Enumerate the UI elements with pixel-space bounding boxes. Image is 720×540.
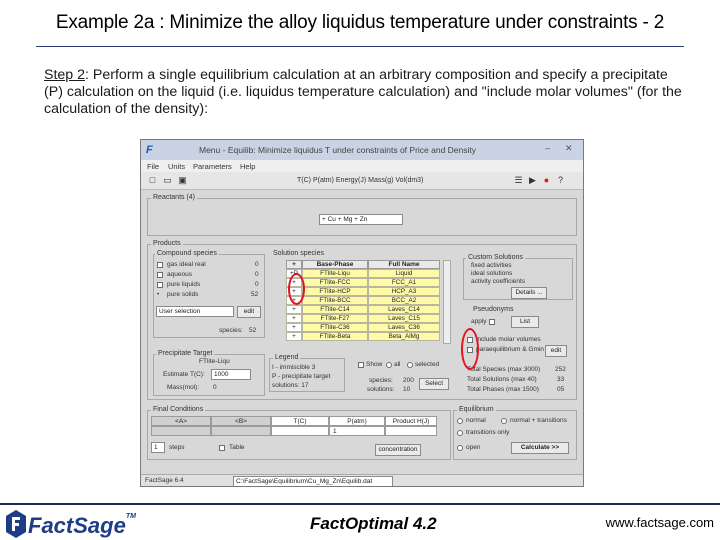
open-folder-icon[interactable]: ▭ [163,175,172,185]
equilibrium-label: Equilibrium [459,406,494,413]
solution-row[interactable] [286,323,466,332]
row-full: Laves_C36 [368,323,440,332]
show-all-radio[interactable] [386,362,392,368]
show-all-label: all [394,361,401,368]
menu-units[interactable]: Units [168,162,186,171]
logo-trademark: TM [125,513,136,520]
estimate-label: Estimate T(C): [163,371,205,378]
row-plus[interactable]: + [286,305,302,314]
row-base: FTlite-C14 [302,305,368,314]
include-molar-volumes-label: include molar volumes [476,336,541,343]
equilib-window [140,139,584,487]
reactants-label: Reactants (4) [153,194,196,201]
legend-solutions: solutions: 17 [272,382,309,389]
show-checkbox[interactable] [358,362,364,368]
products-label: Products [153,240,181,247]
reactants-expression[interactable]: + Cu + Mg + Zn [319,214,403,225]
toolbar [141,172,583,190]
pseudonyms-label: Pseudonyms [473,306,514,313]
row-plus[interactable]: + [286,332,302,341]
solution-table-header [286,260,466,269]
save-icon[interactable]: ▣ [178,175,187,185]
status-version: FactSage 6.4 [145,477,184,484]
show-label: Show [366,361,383,368]
legend-title: Legend [275,354,299,361]
units-readout: T(C) P(atm) Energy(J) Mass(g) Vol(dm3) [297,177,424,184]
logo-text [28,513,136,539]
solution-row[interactable] [286,305,466,314]
total-phases-label: Total Phases (max 1500) [467,386,539,393]
title-divider [36,46,684,47]
mass-value: 0 [213,384,217,391]
solution-row[interactable] [286,287,466,296]
factsage-app-icon: F [146,144,153,156]
compound-species-label-count: species: [219,327,243,334]
total-phases-value: 05 [557,386,565,393]
custom-activity-coefficients[interactable]: activity coefficients [471,278,526,285]
step-body: : Perform a single equilibrium calculation at an arbitrary composition and specify a precipitate (P) calculation on the liquid (i.e. liquidus temperature calculation) and "include molar volumes" (for the calculation of the density): [44,67,682,117]
pure-liquids-checkbox[interactable] [157,282,163,288]
solution-row[interactable] [286,278,466,287]
col-base-phase: Base-Phase [302,260,368,269]
compound-pure-solids: pure solids [167,291,199,298]
calculate-button[interactable]: Calculate >> [511,442,569,454]
solution-species-label: Solution species [273,250,324,257]
footer-url[interactable]: www.factsage.com [605,515,714,530]
show-selected-radio[interactable] [407,362,413,368]
cond-b-value[interactable] [211,426,271,436]
row-base: FTlite-FCC [302,278,368,287]
compound-species-count: 52 [249,327,257,334]
solution-row[interactable] [286,269,466,278]
close-button[interactable]: ✕ [565,143,573,153]
solution-solutions-label: solutions: [367,386,395,393]
compound-aqueous-count: 0 [255,271,259,278]
final-conditions-label: Final Conditions [153,406,204,413]
row-full: HCP_A3 [368,287,440,296]
row-base: FTlite-HCP [302,287,368,296]
compound-pure-liquids-count: 0 [255,281,259,288]
total-species-value: 252 [555,366,566,373]
precipitate-target-name: FTlite-Liqu [199,358,230,365]
solution-row[interactable] [286,314,466,323]
row-full: BCC_A2 [368,296,440,305]
pure-solids-bullet[interactable]: • [157,291,160,298]
factsage-logo [4,506,136,540]
row-base: FTlite-Beta [302,332,368,341]
transitions-only-radio[interactable] [457,430,463,436]
row-count-field[interactable]: 1 [151,442,165,453]
row-plus[interactable]: + [286,296,302,305]
menu-file[interactable]: File [147,162,160,171]
gas-checkbox[interactable] [157,262,163,268]
paraequil-edit-button[interactable]: edit [545,345,567,357]
menu-help[interactable]: Help [240,162,256,171]
footer-product: FactOptimal 4.2 [310,514,437,533]
pseudonyms-apply: apply [471,318,487,325]
cond-header-b: <B> [211,416,271,426]
row-full: Beta_AlMg [368,332,440,341]
custom-solutions-label: Custom Solutions [468,254,523,261]
row-full: FCC_A1 [368,278,440,287]
cond-header-a: <A> [151,416,211,426]
compound-species-label: Compound species [157,250,217,257]
row-base: FTlite-BCC [302,296,368,305]
slide-title: Example 2a : Minimize the alloy liquidus temperature under constraints - 2 [55,12,665,33]
normal-label: normal [466,417,486,424]
custom-fixed-activities[interactable]: fixed activities [471,262,512,269]
transitions-only-label: transitions only [466,429,510,436]
open-radio[interactable] [457,445,463,451]
results-icon[interactable]: ▶ [529,175,536,185]
minimize-button[interactable]: – [545,143,551,153]
row-plus[interactable]: + [286,314,302,323]
solution-row[interactable] [286,296,466,305]
footer-divider [0,503,720,505]
apply-checkbox[interactable] [489,319,495,325]
factsage-logo-mark-icon [4,509,28,539]
select-button[interactable]: Select [419,378,449,390]
paraequilibrium-label: paraequilibrium & Gmin [476,346,544,353]
row-plus[interactable]: +P [286,269,302,278]
concentration-button[interactable]: concentration [375,444,421,456]
new-file-icon[interactable]: □ [149,175,156,185]
compound-aqueous: aqueous [167,271,192,278]
row-base: FTlite-Liqu [302,269,368,278]
list-button[interactable]: List [511,316,539,328]
step-label: Step 2 [44,67,86,83]
normal-transitions-label: normal + transitions [510,417,567,424]
steps-label: steps [169,444,185,451]
precipitate-target-label: Precipitate Target [158,350,213,357]
status-file-path: C:\FactSage\Equilibrium\Cu_Mg_Zn\Equilib.dat [233,476,393,487]
custom-ideal-solutions[interactable]: ideal solutions [471,270,513,277]
solution-species-count-label: species: [369,377,393,384]
details-button[interactable]: Details ... [511,287,547,299]
table-icon[interactable]: ☰ [514,175,523,185]
compound-gas-count: 0 [255,261,259,268]
status-bar [141,474,583,486]
total-solutions-label: Total Solutions (max 40) [467,376,537,383]
show-selected-label: selected [415,361,440,368]
row-plus[interactable]: + [286,287,302,296]
logo-wordmark: FactSage [28,513,126,538]
compound-pure-solids-count: 52 [251,291,259,298]
legend-precipitate: P - precipitate target [272,373,331,380]
cond-p-value[interactable]: 1 [329,426,385,436]
compound-pure-liquids: pure liquids [167,281,201,288]
step-description [44,67,684,118]
col-plus: + [286,260,302,269]
cond-product-value[interactable] [385,426,437,436]
cond-header-p[interactable]: P(atm) [329,416,385,426]
cond-header-t: T(C) [271,416,329,426]
row-full: Liquid [368,269,440,278]
open-label: open [466,444,481,451]
solution-scrollbar[interactable] [443,260,451,344]
cond-header-product[interactable]: Product H(J) [385,416,437,426]
menu-bar [141,160,583,172]
stop-icon[interactable]: ● [543,175,550,185]
total-solutions-value: 33 [557,376,565,383]
window-title: Menu - Equilib: Minimize liquidus T under constraints of Price and Density [199,145,477,155]
compound-gas: gas ideal real [167,261,206,268]
solution-solutions-count: 10 [403,386,411,393]
cond-a-value[interactable] [151,426,211,436]
table-label: Table [229,444,245,451]
highlight-precipitate-oval [288,273,305,305]
highlight-molar-volumes-oval [461,328,479,370]
table-checkbox[interactable] [219,445,225,451]
selector-edit-button[interactable]: edit [237,306,261,318]
solution-species-count: 200 [403,377,414,384]
solution-row[interactable] [286,332,466,341]
row-base: FTlite-C36 [302,323,368,332]
aqueous-checkbox[interactable] [157,272,163,278]
row-plus[interactable]: + [286,278,302,287]
col-full-name: Full Name [368,260,440,269]
cond-t-value[interactable] [271,426,329,436]
normal-radio[interactable] [457,418,463,424]
window-titlebar [141,140,583,160]
estimate-input[interactable]: 1000 [211,369,251,380]
species-selector[interactable]: User selection [156,306,234,317]
menu-parameters[interactable]: Parameters [193,162,232,171]
normal-transitions-radio[interactable] [501,418,507,424]
row-base: FTlite-F27 [302,314,368,323]
row-plus[interactable]: + [286,323,302,332]
help-icon[interactable]: ? [557,175,563,185]
row-full: Laves_C15 [368,314,440,323]
legend-immiscible: I - immiscible 3 [272,364,316,371]
row-full: Laves_C14 [368,305,440,314]
total-species-label: Total Species (max 3000) [467,366,541,373]
mass-label: Mass(mol): [167,384,200,391]
